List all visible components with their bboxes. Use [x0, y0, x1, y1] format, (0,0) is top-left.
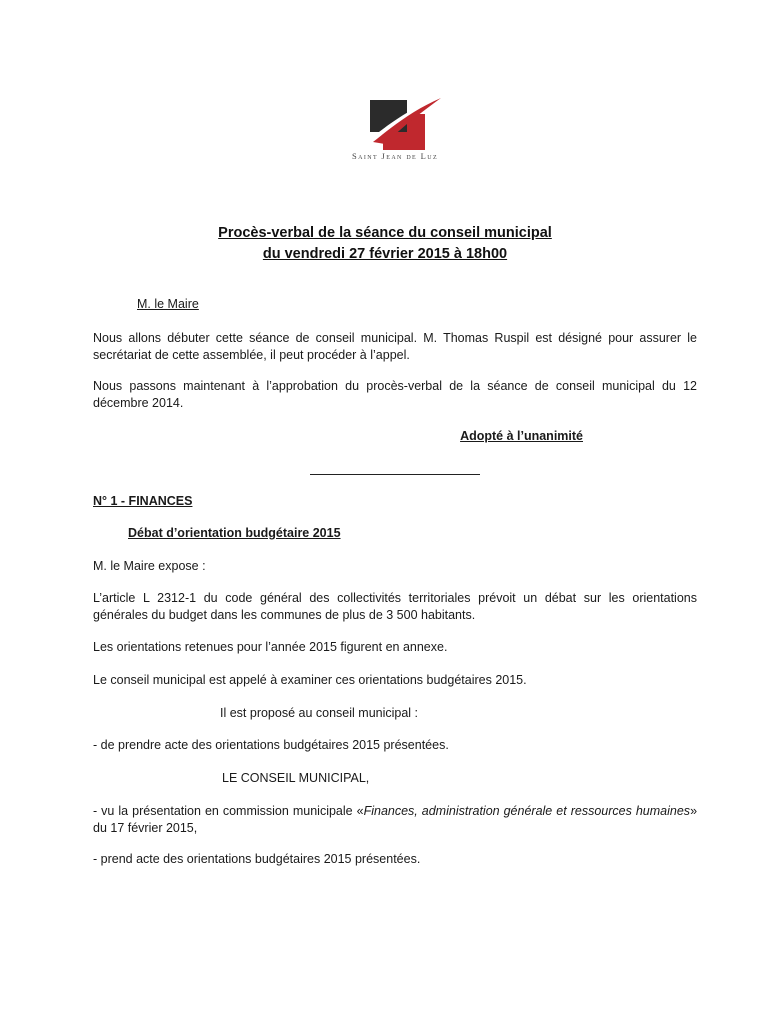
council-heading: LE CONSEIL MUNICIPAL,	[222, 771, 370, 785]
paragraph-annex: Les orientations retenues pour l’année 2015 figurent en annexe.	[93, 640, 448, 654]
decision-item: - prend acte des orientations budgétaires 2015 présentées.	[93, 852, 421, 866]
section-heading: N° 1 - FINANCES	[93, 494, 193, 508]
document-title-line1: Procès-verbal de la séance du conseil municipal	[218, 225, 552, 241]
separator-line	[310, 474, 480, 475]
document-title-line2: du vendredi 27 février 2015 à 18h00	[262, 246, 508, 262]
proposal-intro: Il est proposé au conseil municipal :	[220, 706, 419, 720]
speaker-label: M. le Maire	[137, 297, 199, 311]
commission-text-before: - vu la présentation en commission municipale «	[93, 804, 364, 818]
paragraph-commission	[93, 803, 697, 837]
paragraph-opening: Nous allons débuter cette séance de conseil municipal. M. Thomas Ruspil est désigné pour assurer le secrétariat de cette assemblée, il peut procéder à l’appel.	[93, 331, 697, 362]
logo-caption: Saint Jean de Luz	[351, 151, 439, 161]
paragraph-article: L’article L 2312-1 du code général des collectivités territoriales prévoit un débat sur les orientations générales du budget dans les communes de plus de 3 500 habitants.	[93, 591, 697, 622]
paragraph-council-called: Le conseil municipal est appelé à examiner ces orientations budgétaires 2015.	[93, 673, 527, 687]
proposal-item: - de prendre acte des orientations budgétaires 2015 présentées.	[93, 738, 449, 752]
adopted-unanimously: Adopté à l’unanimité	[460, 429, 583, 443]
mayor-expose: M. le Maire expose :	[93, 559, 206, 573]
commission-text-after: » du 17 février 2015,	[93, 804, 698, 835]
paragraph-approval: Nous passons maintenant à l’approbation du procès-verbal de la séance de conseil municipal du 12 décembre 2014.	[93, 379, 697, 410]
subsection-heading: Débat d’orientation budgétaire 2015	[128, 526, 341, 540]
commission-name: Finances, administration générale et ressources humaines	[363, 804, 691, 818]
